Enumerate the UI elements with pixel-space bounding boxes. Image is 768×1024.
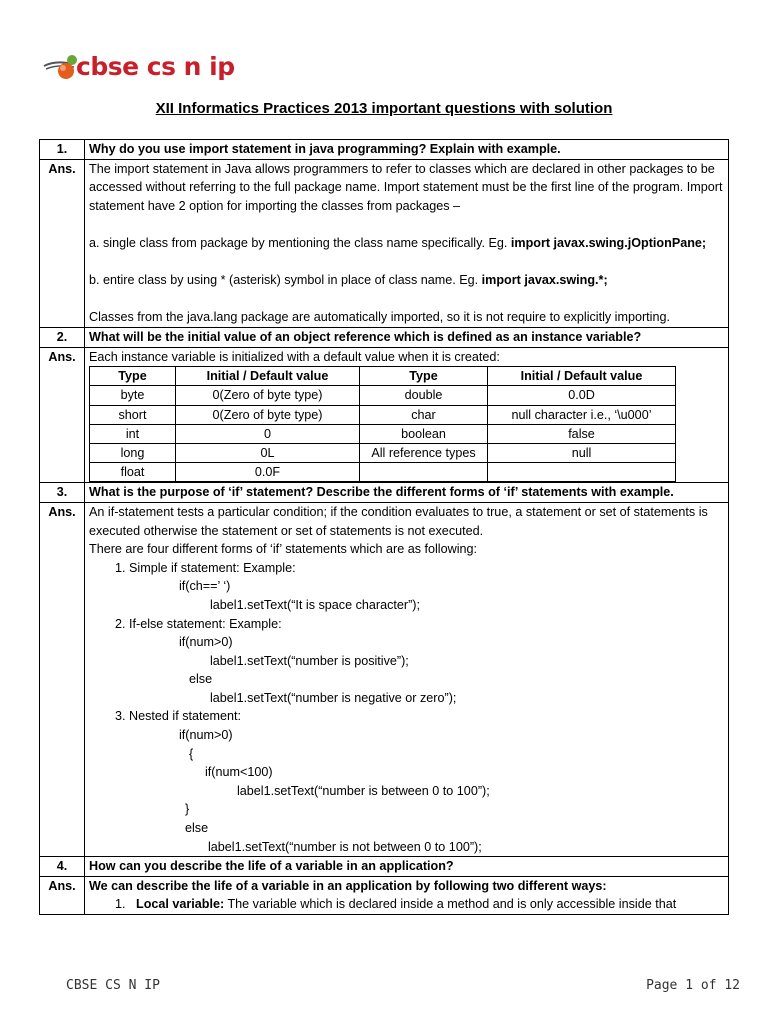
table-row bbox=[90, 386, 676, 405]
list-item: 1. Simple if statement: Example: bbox=[115, 560, 296, 575]
question-row bbox=[40, 857, 729, 877]
question-row bbox=[40, 140, 729, 160]
question-number: 1. bbox=[40, 140, 85, 160]
table-cell: null character i.e., ‘\u000’ bbox=[488, 405, 676, 424]
table-cell bbox=[360, 463, 488, 482]
answer-paragraph: b. entire class by using * (asterisk) symbol in place of class name. Eg. import javax.swing.*; bbox=[89, 273, 608, 288]
qa-table bbox=[39, 139, 729, 915]
code-line: { bbox=[189, 746, 194, 761]
code-line: } bbox=[185, 802, 190, 817]
answer-body bbox=[85, 876, 729, 914]
question-text: Why do you use import statement in java programming? Explain with example. bbox=[85, 140, 729, 160]
list-item: 2. If-else statement: Example: bbox=[115, 616, 282, 631]
table-cell bbox=[488, 463, 676, 482]
answer-paragraph: Classes from the java.lang package are automatically imported, so it is not require to explicitly importing. bbox=[89, 310, 670, 325]
table-cell: All reference types bbox=[360, 443, 488, 462]
table-cell: 0L bbox=[176, 443, 360, 462]
table-cell: float bbox=[90, 463, 176, 482]
table-cell: byte bbox=[90, 386, 176, 405]
answer-paragraph: An if-statement tests a particular condition; if the condition evaluates to true, a statement or set of statements is executed otherwise the statement or set of statements is not executed. bbox=[89, 504, 708, 538]
code-line: if(num>0) bbox=[179, 635, 233, 650]
question-text: How can you describe the life of a variable in an application? bbox=[85, 857, 729, 877]
answer-paragraph: Each instance variable is initialized with a default value when it is created: bbox=[89, 349, 500, 364]
question-number: 4. bbox=[40, 857, 85, 877]
answer-row bbox=[40, 159, 729, 327]
table-cell: double bbox=[360, 386, 488, 405]
column-header: Initial / Default value bbox=[176, 367, 360, 386]
question-row bbox=[40, 483, 729, 503]
footer-left: CBSE CS N IP bbox=[66, 978, 160, 993]
table-cell: int bbox=[90, 424, 176, 443]
question-text: What is the purpose of ‘if’ statement? Describe the different forms of ‘if’ statements with example. bbox=[85, 483, 729, 503]
table-row bbox=[90, 443, 676, 462]
column-header: Initial / Default value bbox=[488, 367, 676, 386]
table-cell: short bbox=[90, 405, 176, 424]
default-values-table bbox=[89, 366, 676, 482]
code-line: if(ch==’ ‘) bbox=[179, 579, 231, 594]
table-cell: false bbox=[488, 424, 676, 443]
list-item: 3. Nested if statement: bbox=[115, 709, 241, 724]
logo bbox=[42, 50, 235, 86]
code-line: label1.setText(“number is between 0 to 100”); bbox=[237, 783, 490, 798]
logo-text: cbse cs n ip bbox=[76, 52, 235, 81]
table-cell: null bbox=[488, 443, 676, 462]
table-row bbox=[90, 463, 676, 482]
question-row bbox=[40, 327, 729, 347]
answer-label: Ans. bbox=[40, 347, 85, 483]
table-header-row bbox=[90, 367, 676, 386]
page-title: XII Informatics Practices 2013 important questions with solution bbox=[155, 100, 613, 117]
answer-row bbox=[40, 347, 729, 483]
answer-paragraph: a. single class from package by mentioning the class name specifically. Eg. import javax.swing.jOptionPane; bbox=[89, 235, 707, 250]
answer-body bbox=[85, 347, 729, 483]
answer-label: Ans. bbox=[40, 159, 85, 327]
table-cell: 0(Zero of byte type) bbox=[176, 386, 360, 405]
answer-label: Ans. bbox=[40, 502, 85, 856]
table-cell: 0(Zero of byte type) bbox=[176, 405, 360, 424]
code-line: label1.setText(“number is not between 0 to 100”); bbox=[208, 839, 482, 854]
table-row bbox=[90, 405, 676, 424]
table-cell: 0 bbox=[176, 424, 360, 443]
column-header: Type bbox=[90, 367, 176, 386]
answer-paragraph: The import statement in Java allows programmers to refer to classes which are declared in other packages to be accessed without referring to the full package name. Import statement must be the first line of the program. Import statement have 2 option for importing the classes from packages – bbox=[89, 161, 723, 213]
table-cell: char bbox=[360, 405, 488, 424]
table-cell: boolean bbox=[360, 424, 488, 443]
answer-body bbox=[85, 159, 729, 327]
table-cell: 0.0D bbox=[488, 386, 676, 405]
answer-row bbox=[40, 502, 729, 856]
code-line: else bbox=[185, 821, 209, 836]
code-line: label1.setText(“It is space character”); bbox=[210, 597, 420, 612]
code-line: if(num<100) bbox=[205, 765, 273, 780]
code-line: if(num>0) bbox=[179, 728, 233, 743]
answer-paragraph: There are four different forms of ‘if’ statements which are as following: bbox=[89, 542, 478, 557]
table-cell: long bbox=[90, 443, 176, 462]
question-number: 2. bbox=[40, 327, 85, 347]
answer-label: Ans. bbox=[40, 876, 85, 914]
code-line: label1.setText(“number is negative or zero”); bbox=[210, 690, 457, 705]
page-number: Page 1 of 12 bbox=[646, 978, 740, 993]
list-item: 1. Local variable: The variable which is declared inside a method and is only accessible inside that bbox=[115, 897, 677, 912]
answer-body bbox=[85, 502, 729, 856]
column-header: Type bbox=[360, 367, 488, 386]
table-cell: 0.0F bbox=[176, 463, 360, 482]
code-line: else bbox=[189, 672, 213, 687]
question-number: 3. bbox=[40, 483, 85, 503]
code-line: label1.setText(“number is positive”); bbox=[210, 653, 409, 668]
table-row bbox=[90, 424, 676, 443]
answer-row bbox=[40, 876, 729, 914]
answer-paragraph: We can describe the life of a variable in an application by following two different ways: bbox=[89, 878, 607, 893]
page-footer bbox=[66, 978, 740, 993]
question-text: What will be the initial value of an object reference which is defined as an instance variable? bbox=[85, 327, 729, 347]
